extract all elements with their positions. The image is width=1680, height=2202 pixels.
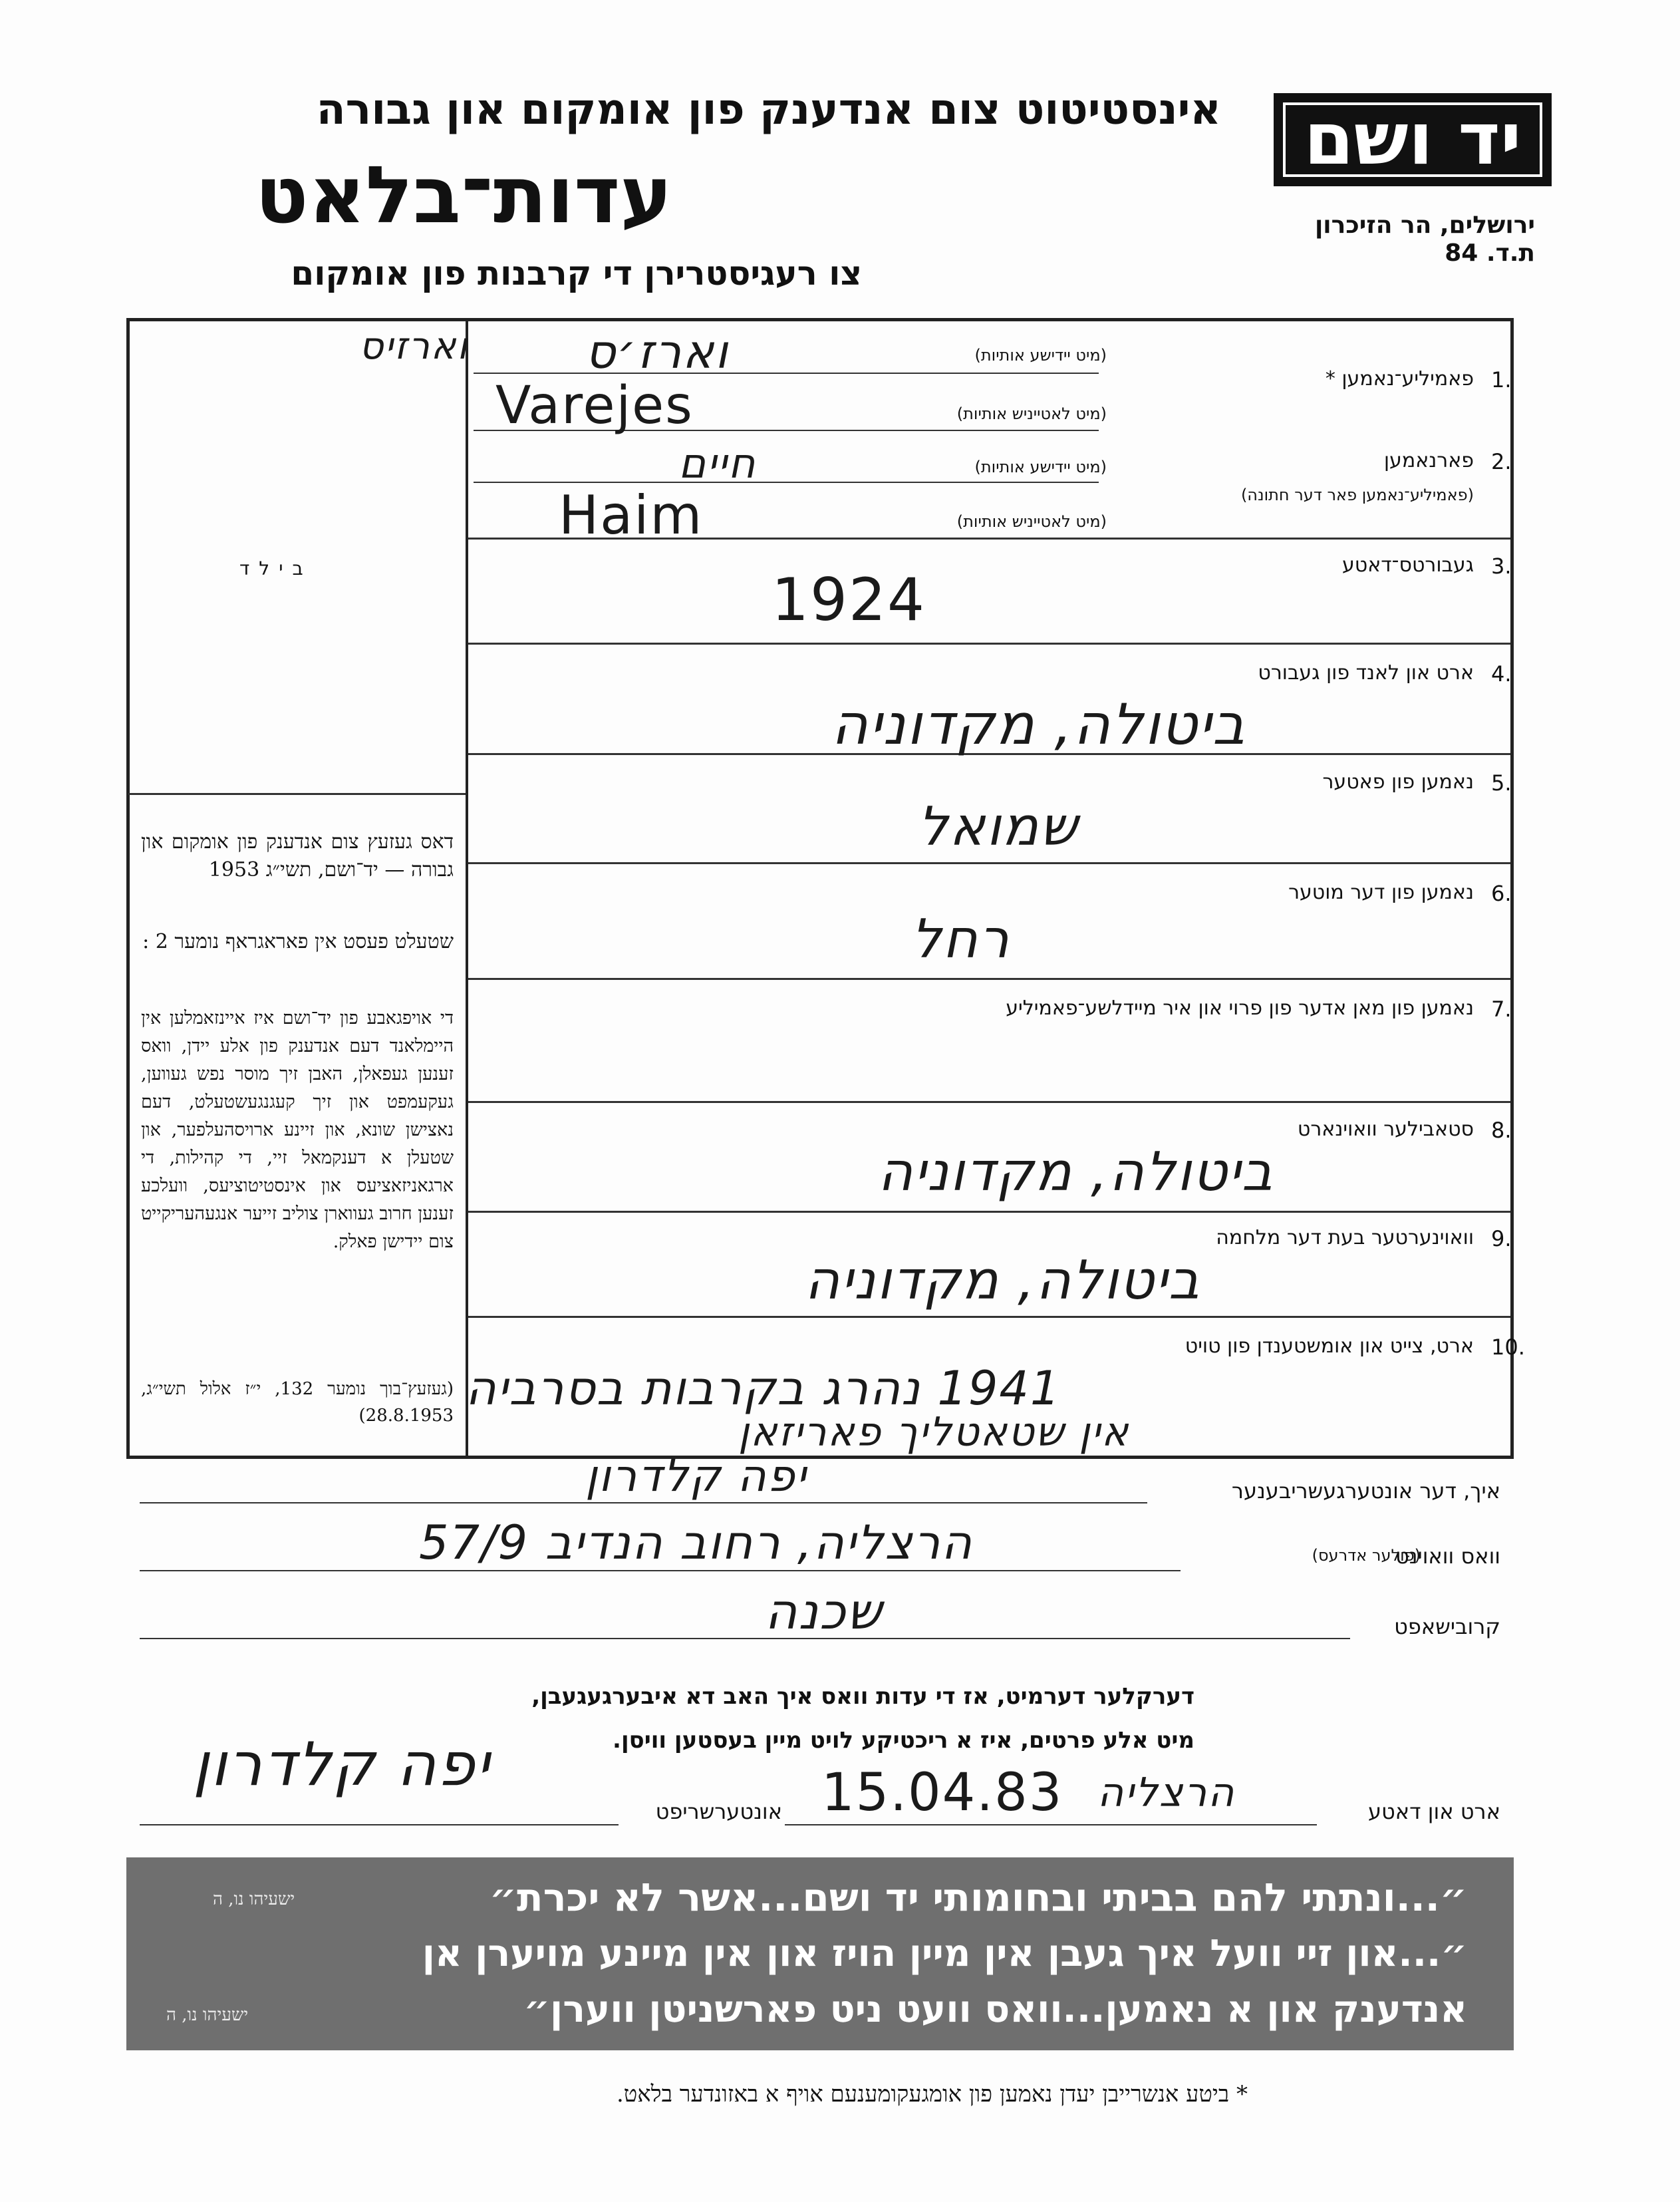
row-divider [468, 1316, 1510, 1318]
address-line-2: ת.ד. 84 [1445, 239, 1535, 267]
permanent-residence-label: סטאבילער וואוינארט [1297, 1118, 1474, 1141]
full-address-note: (פולער אדרעס) [1312, 1546, 1421, 1565]
mother-name-value[interactable]: רחל [911, 908, 1010, 970]
address-line-1: ירושלים, הר הזיכרון [1314, 212, 1535, 239]
row-divider [468, 862, 1510, 864]
first-name-label: פארנאמען [1383, 449, 1474, 472]
birthplace-value[interactable]: ביטולה, מקדוניה [831, 692, 1246, 757]
declarant-address-value[interactable]: הרצליה, רחוב הנדיב 57/9 [419, 1515, 974, 1570]
date-value[interactable]: 15.04.83 [821, 1763, 1063, 1823]
signature-label: אונטערשריפט [655, 1799, 782, 1824]
field-number: 7. [1491, 997, 1512, 1022]
law-reference: (געזעץ־בוך נומער 132, י״ז אלול תשי״ג, 28.8.1953) [141, 1379, 454, 1426]
latin-letters-note: (מיט לאטייניש אותיות) [956, 404, 1107, 423]
column-divider [466, 318, 468, 1459]
first-name-yiddish[interactable]: חיים [678, 439, 757, 488]
declarant-name-value[interactable]: יפה קלדרון [585, 1450, 807, 1501]
field-number: 2. [1491, 449, 1512, 474]
field-number: 9. [1491, 1226, 1512, 1251]
field-number: 3. [1491, 553, 1512, 579]
banner-line-3: אנדענק און א נאמען...וואס וועט ניט פארשניטן ווערן״ [523, 1988, 1467, 2031]
mother-name-label: נאמען פון דער מוטער [1288, 881, 1474, 904]
permanent-residence-value[interactable]: ביטולה, מקדוניה [878, 1141, 1274, 1203]
field-number: 1. [1491, 367, 1512, 393]
father-name-value[interactable]: שמואל [918, 796, 1079, 858]
death-circumstances-line-2[interactable]: אין שטאטליך פאריזאן [738, 1409, 1130, 1456]
spouse-name-label: נאמען פון מאן אדער פון פרוי און איר מיידלשע־פאמיליע [1006, 997, 1474, 1020]
quote-banner [126, 1857, 1514, 2050]
declaration-line-1: דערקלער דערמיט, אז די עדות וואס איך האב דא איבערגעגעבן, [531, 1683, 1194, 1710]
row-divider [468, 1211, 1510, 1213]
banner-source-2: ישעיהו נו, ה [166, 2005, 249, 2025]
maiden-name-note: (פאמיליע־נאמען פאר דער חתונה) [1240, 486, 1474, 504]
photo-label: בילד [239, 557, 313, 579]
signature-line [140, 1824, 619, 1825]
row-divider [468, 1101, 1510, 1103]
margin-note: וארזיס [359, 325, 469, 368]
field-number: 6. [1491, 881, 1512, 906]
place-value[interactable]: הרצליה [1097, 1770, 1236, 1816]
yiddish-letters-note: (מיט יידישע אותיות) [974, 458, 1107, 476]
form-subtitle: צו רעגיסטרירן די קרבנות פון אומקום [291, 254, 862, 293]
birth-date-value[interactable]: 1924 [771, 565, 926, 634]
death-circumstances-label: ארט, צייט און אומשטענדן פון טויט [1185, 1335, 1474, 1358]
field-line [474, 482, 1099, 483]
place-date-label: ארט און דאטע [1367, 1799, 1500, 1824]
wartime-residence-label: וואוינערטער בעת דער מלחמה [1216, 1226, 1474, 1249]
birth-date-label: געבורטס־דאטע [1341, 553, 1474, 577]
latin-letters-note: (מיט לאטייניש אותיות) [956, 512, 1107, 531]
declarant-name-line [140, 1502, 1147, 1503]
relationship-label: קרובישאפט [1394, 1614, 1500, 1639]
form-title: עדות־בלאט [255, 149, 672, 241]
row-divider [468, 643, 1510, 645]
banner-line-2: ״...און זיי וועל איך געבן אין מיין הויז און אין מיינע מויערן אן [422, 1932, 1467, 1975]
family-name-label: פאמיליע־נאמען * [1325, 367, 1474, 391]
footnote: * ביטע אנשרייבן יעדן נאמען פון אומגעקומענעם אויף א באזונדער בלאט. [616, 2081, 1248, 2108]
declaration-line-2: מיט אלע פרטים, איז א ריכטיקע לויט מיין בעסטען וויסן. [613, 1727, 1194, 1754]
field-line [474, 373, 1099, 374]
law-intro: דאס געזעץ צום אנדענק פון אומקום און גבורה — יד־ושם, תשי״ג 1953 [141, 830, 454, 881]
law-paragraph: שטעלט פעסט אין פאראגראף נומער 2 : [142, 930, 454, 953]
declarant-address-line [140, 1570, 1181, 1571]
photo-box-divider [128, 793, 466, 795]
banner-line-1: ״...ונתתי להם בביתי ובחומותי יד ושם...אשר לא יכרת״ [489, 1875, 1467, 1920]
field-number: 5. [1491, 770, 1512, 796]
family-name-latin[interactable]: Varejes [495, 376, 694, 436]
father-name-label: נאמען פון פאטער [1322, 770, 1474, 794]
yiddish-letters-note: (מיט יידישע אותיות) [974, 346, 1107, 365]
law-body: די אויפגאבע פון יד־ושם איז איינזאמלען אין היימלאנד דעם אנדענק פון אלע יידן, וואס זענען געפאלן, האבן זיך מוסר נפש געווען, געקעמפט און זיך קעגנגעשטעלט, דעם נאצישן שונא, און זיינע ארויסהעלפער, און שטעלן א דענקמאל זיי, די קהילות, די ארגאניזאציעס און אינסטיטוציעס, וועלכע זענען חרוב געווארן צוליב זייער אנגעהעריקייט צום יידישן פאלק. [141, 1008, 454, 1252]
family-name-yiddish[interactable]: וארז׳ס [585, 325, 730, 379]
place-date-line [785, 1824, 1317, 1825]
relationship-line [140, 1638, 1350, 1639]
first-name-latin[interactable]: Haim [559, 484, 704, 546]
field-number: 4. [1491, 661, 1512, 687]
wartime-residence-value[interactable]: ביטולה, מקדוניה [805, 1249, 1201, 1311]
birthplace-label: ארט און לאנד פון געבורט [1258, 661, 1474, 685]
row-divider [468, 978, 1510, 980]
banner-source-1: ישעיהו נו, ה [213, 1889, 295, 1909]
field-number: 10. [1491, 1335, 1525, 1360]
declarant-address-label: וואס וואוינט [1395, 1543, 1500, 1569]
institute-title: אינסטיטוט צום אנדענק פון אומקום און גבורה [316, 85, 1221, 134]
signature-value[interactable]: יפה קלדרון [193, 1730, 491, 1800]
relationship-value[interactable]: שכנה [765, 1583, 883, 1641]
yad-vashem-logo [1274, 93, 1552, 186]
death-circumstances-line-1[interactable]: 1941 נהרג בקרבות בסרביה [466, 1361, 1061, 1416]
declarant-name-label: איך, דער אונטערגעשריבענער [1231, 1478, 1500, 1503]
logo-text: יד ושם [1304, 98, 1522, 181]
field-number: 8. [1491, 1118, 1512, 1143]
